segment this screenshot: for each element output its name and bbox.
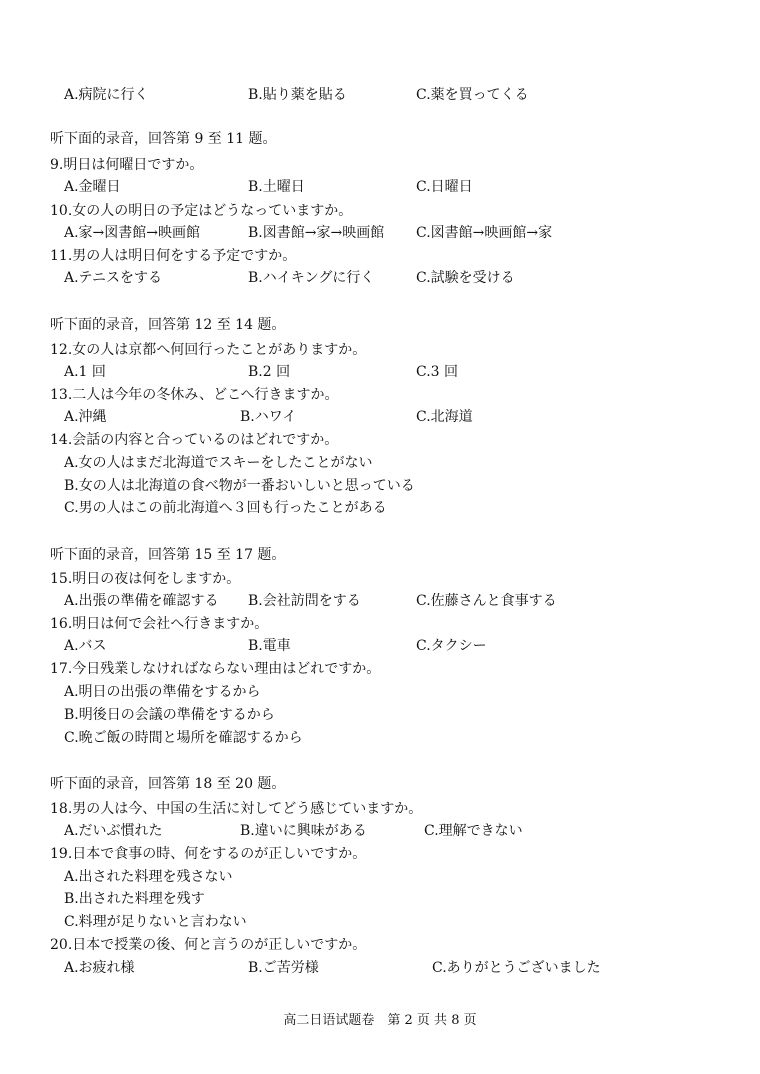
option-a: A.明日の出張の準備をするから [64,684,261,700]
option-c: C.男の人はこの前北海道へ３回も行ったことがある [64,500,387,516]
option-c: C.薬を買ってくる [416,87,529,103]
question-9: 9.明日は何曜日ですか。 [50,157,204,173]
option-a: A.家→図書館→映画館 [64,225,201,241]
option-c: C.料理が足りないと言わない [64,914,247,930]
question-14: 14.会話の内容と合っているのはどれですか。 [50,432,339,448]
question-15: 15.明日の夜は何をしますか。 [50,571,241,587]
section-instruction: 听下面的录音，回答第 15 至 17 题。 [50,547,286,563]
option-a: A.金曜日 [64,179,121,195]
option-a: A.出された料理を残さない [64,869,233,885]
option-c: C.晩ご飯の時間と場所を確認するから [64,730,303,746]
option-a: A.病院に行く [64,87,149,103]
option-c: C.佐藤さんと食事する [416,593,557,609]
option-b: B.土曜日 [248,179,305,195]
option-b: B.女の人は北海道の食べ物が一番おいしいと思っている [64,478,415,494]
question-12: 12.女の人は京都へ何回行ったことがありますか。 [50,342,367,358]
option-a: A.女の人はまだ北海道でスキーをしたことがない [64,455,373,471]
section-instruction: 听下面的录音，回答第 9 至 11 题。 [50,131,277,147]
question-17: 17.今日残業しなければならない理由はどれですか。 [50,661,381,677]
question-11: 11.男の人は明日何をする予定ですか。 [50,248,297,264]
option-c: C.3 回 [416,364,459,380]
option-a: A.バス [64,638,107,654]
question-16: 16.明日は何で会社へ行きますか。 [50,616,269,632]
option-a: A.沖縄 [64,409,107,425]
question-10: 10.女の人の明日の予定はどうなっていますか。 [50,203,353,219]
option-b: B.図書館→家→映画館 [248,225,385,241]
section-instruction: 听下面的录音，回答第 18 至 20 题。 [50,776,286,792]
option-a: A.お疲れ様 [64,960,135,976]
option-b: B.違いに興味がある [240,823,367,839]
page-footer: 高二日语试题卷 第 2 页 共 8 页 [283,1013,477,1028]
option-c: C.図書館→映画館→家 [416,225,553,241]
option-c: C.タクシー [416,638,487,654]
section-instruction: 听下面的录音，回答第 12 至 14 题。 [50,317,286,333]
question-20: 20.日本で授業の後、何と言うのが正しいですか。 [50,937,367,953]
question-19: 19.日本で食事の時、何をするのが正しいですか。 [50,846,367,862]
option-a: A.出張の準備を確認する [64,593,219,609]
option-a: A.1 回 [64,364,106,380]
option-b: B.ハワイ [240,409,297,425]
option-c: C.ありがとうございました [432,960,601,976]
option-b: B.ハイキングに行く [248,270,375,286]
question-13: 13.二人は今年の冬休み、どこへ行きますか。 [50,387,339,403]
option-b: B.明後日の会議の準備をするから [64,707,275,723]
option-a: A.テニスをする [64,270,163,286]
option-c: C.北海道 [416,409,473,425]
option-b: B.2 回 [248,364,291,380]
option-c: C.日曜日 [416,179,473,195]
option-b: B.貼り薬を貼る [248,87,347,103]
question-18: 18.男の人は今、中国の生活に対してどう感じていますか。 [50,801,423,817]
option-b: B.ご苦労様 [248,960,319,976]
option-c: C.理解できない [424,823,523,839]
option-b: B.電車 [248,638,291,654]
option-b: B.出された料理を残す [64,891,205,907]
option-b: B.会社訪問をする [248,593,361,609]
option-a: A.だいぶ慣れた [64,823,163,839]
option-c: C.試験を受ける [416,270,515,286]
